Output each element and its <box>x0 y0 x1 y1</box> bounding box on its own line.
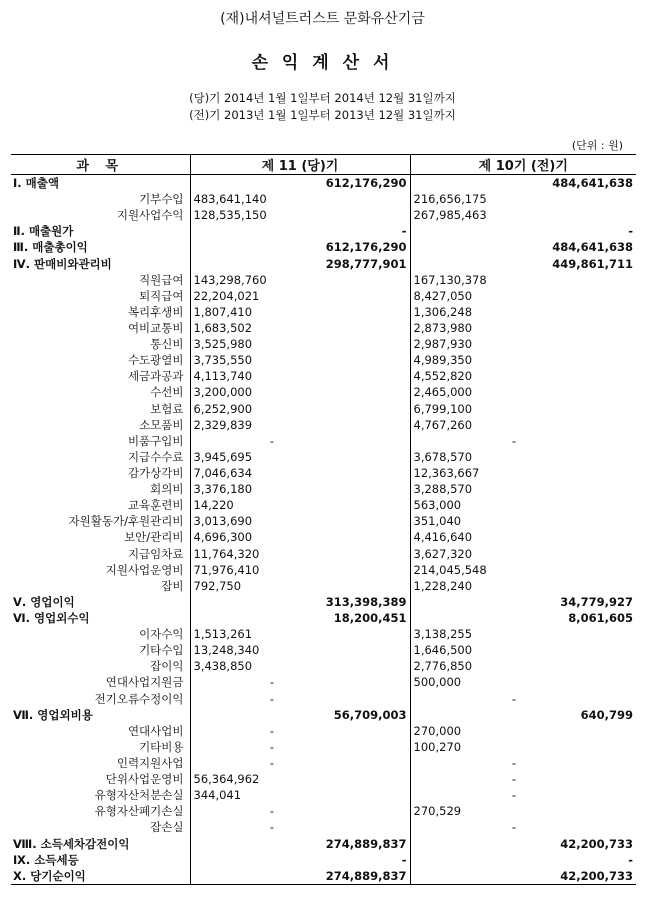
current-total-amount: 56,709,003 <box>300 707 410 723</box>
prior-detail-amount: 2,465,000 <box>413 385 473 400</box>
prior-detail-amount: 267,985,463 <box>413 208 487 223</box>
account-name: 연대사업비 <box>11 723 190 739</box>
current-total-amount <box>300 739 410 755</box>
current-total-amount: - <box>300 852 410 868</box>
prior-total-amount: 42,200,733 <box>520 868 636 885</box>
section-row <box>11 610 636 626</box>
prior-total-amount: 34,779,927 <box>560 594 634 609</box>
prior-total-amount <box>520 304 636 320</box>
prior-total-amount <box>520 819 636 835</box>
prior-detail-amount: 1,306,248 <box>413 304 473 319</box>
current-total-amount <box>300 207 410 223</box>
item-row <box>11 787 636 803</box>
account-name: 세금과공과 <box>11 368 190 384</box>
prior-total-amount <box>520 771 636 787</box>
current-detail-amount: 1,807,410 <box>193 304 253 319</box>
prior-detail-amount: - <box>511 820 517 835</box>
prior-total-amount: - <box>628 852 634 867</box>
current-total-amount <box>300 642 410 658</box>
account-name: 감가상각비 <box>11 465 190 481</box>
current-detail-amount <box>190 835 300 851</box>
prior-detail-amount: - <box>511 755 517 770</box>
prior-detail-amount <box>410 175 520 192</box>
item-row <box>11 368 636 384</box>
prior-total-amount <box>520 368 636 384</box>
current-total-amount: 18,200,451 <box>300 610 410 626</box>
item-row <box>11 384 636 400</box>
item-row <box>11 465 636 481</box>
item-row <box>11 674 636 690</box>
current-total-amount <box>300 465 410 481</box>
prior-detail-amount: 2,873,980 <box>413 321 473 336</box>
prior-total-amount <box>520 207 636 223</box>
column-header-prior: 제 10기 (전)기 <box>410 155 636 175</box>
current-detail-amount: - <box>269 723 274 738</box>
current-detail-amount <box>190 594 300 610</box>
account-name: 잡이익 <box>11 658 190 674</box>
account-name: 직원급여 <box>11 272 190 288</box>
prior-detail-amount: 351,040 <box>413 514 462 529</box>
prior-total-amount: 484,641,638 <box>552 240 634 255</box>
prior-detail-amount: 214,045,548 <box>413 562 487 577</box>
prior-detail-amount <box>410 852 520 868</box>
section-row <box>11 175 636 192</box>
current-total-amount <box>300 368 410 384</box>
account-name: Ⅱ. 매출원가 <box>11 223 190 239</box>
item-row <box>11 803 636 819</box>
item-row <box>11 723 636 739</box>
prior-total-amount: 640,799 <box>580 707 634 722</box>
current-detail-amount: 4,696,300 <box>193 530 253 545</box>
account-name: Ⅳ. 판매비와관리비 <box>11 256 190 272</box>
section-row <box>11 852 636 868</box>
statement-body <box>11 175 636 885</box>
header-row <box>11 155 636 175</box>
prior-total-amount <box>520 562 636 578</box>
prior-detail-amount <box>410 594 520 610</box>
item-row <box>11 336 636 352</box>
account-name: 인력지원사업 <box>11 755 190 771</box>
current-detail-amount: - <box>269 675 274 690</box>
account-name: 유형자산폐기손실 <box>11 803 190 819</box>
prior-total-amount <box>520 513 636 529</box>
prior-detail-amount: - <box>511 433 517 448</box>
item-row <box>11 449 636 465</box>
item-row <box>11 578 636 594</box>
current-total-amount <box>300 417 410 433</box>
prior-total-amount <box>520 465 636 481</box>
account-name: 수도광열비 <box>11 352 190 368</box>
current-detail-amount <box>190 256 300 272</box>
item-row <box>11 401 636 417</box>
current-detail-amount: 13,248,340 <box>193 643 260 658</box>
prior-detail-amount: 100,270 <box>413 739 462 754</box>
current-detail-amount: - <box>269 804 274 819</box>
account-name: Ⅹ. 당기순이익 <box>11 868 190 885</box>
item-row <box>11 513 636 529</box>
prior-detail-amount <box>410 868 520 885</box>
item-row <box>11 288 636 304</box>
prior-total-amount <box>520 787 636 803</box>
current-total-amount <box>300 771 410 787</box>
item-row <box>11 191 636 207</box>
prior-detail-amount: 3,288,570 <box>413 482 473 497</box>
section-row <box>11 868 636 885</box>
current-total-amount <box>300 626 410 642</box>
item-row <box>11 626 636 642</box>
current-detail-amount: 3,525,980 <box>193 337 253 352</box>
prior-total-amount <box>520 481 636 497</box>
current-detail-amount: - <box>269 755 274 770</box>
current-total-amount <box>300 320 410 336</box>
prior-detail-amount: 563,000 <box>413 498 462 513</box>
current-detail-amount: - <box>269 691 274 706</box>
current-total-amount <box>300 433 410 449</box>
current-total-amount <box>300 336 410 352</box>
item-row <box>11 529 636 545</box>
prior-total-amount <box>520 191 636 207</box>
prior-detail-amount: 1,228,240 <box>413 578 473 593</box>
current-detail-amount <box>190 610 300 626</box>
section-row <box>11 256 636 272</box>
item-row <box>11 352 636 368</box>
section-row <box>11 223 636 239</box>
prior-detail-amount: 2,776,850 <box>413 659 473 674</box>
period-current: (당)기 2014년 1월 1일부터 2014년 12월 31일까지 <box>189 91 456 105</box>
current-total-amount <box>300 691 410 707</box>
prior-detail-amount: 3,627,320 <box>413 546 473 561</box>
current-detail-amount: - <box>269 433 274 448</box>
item-row <box>11 658 636 674</box>
account-name: Ⅰ. 매출액 <box>11 175 190 192</box>
current-total-amount <box>300 723 410 739</box>
account-name: 잡비 <box>11 578 190 594</box>
current-total-amount <box>300 562 410 578</box>
prior-detail-amount: 216,656,175 <box>413 192 487 207</box>
current-detail-amount: - <box>269 739 274 754</box>
current-detail-amount <box>190 852 300 868</box>
prior-detail-amount <box>410 239 520 255</box>
account-name: 소모품비 <box>11 417 190 433</box>
account-name: 비품구입비 <box>11 433 190 449</box>
account-name: 여비교통비 <box>11 320 190 336</box>
column-header-account: 과 목 <box>11 155 190 175</box>
prior-detail-amount: 500,000 <box>413 675 462 690</box>
account-name: Ⅴ. 영업이익 <box>11 594 190 610</box>
prior-total-amount <box>520 546 636 562</box>
current-detail-amount: 3,200,000 <box>193 385 253 400</box>
current-total-amount: 313,398,389 <box>300 594 410 610</box>
account-name: Ⅷ. 소득세차감전이익 <box>11 835 190 851</box>
account-name: 유형자산처분손실 <box>11 787 190 803</box>
section-row <box>11 239 636 255</box>
prior-total-amount: 449,861,711 <box>552 256 634 271</box>
section-row <box>11 835 636 851</box>
current-detail-amount: 792,750 <box>193 578 242 593</box>
current-total-amount <box>300 191 410 207</box>
prior-total-amount <box>520 352 636 368</box>
prior-detail-amount: 167,130,378 <box>413 272 487 287</box>
current-total-amount <box>300 384 410 400</box>
current-detail-amount: 3,735,550 <box>193 353 253 368</box>
account-name: 전기오류수정이익 <box>11 691 190 707</box>
item-row <box>11 207 636 223</box>
current-detail-amount: 14,220 <box>193 498 234 513</box>
current-detail-amount <box>190 868 300 885</box>
current-total-amount <box>300 546 410 562</box>
current-detail-amount: 3,376,180 <box>193 482 253 497</box>
prior-total-amount <box>520 723 636 739</box>
prior-detail-amount: 6,799,100 <box>413 401 473 416</box>
prior-detail-amount: 4,989,350 <box>413 353 473 368</box>
prior-total-amount <box>520 529 636 545</box>
period-prior: (전)기 2013년 1월 1일부터 2013년 12월 31일까지 <box>189 108 456 122</box>
current-total-amount <box>300 481 410 497</box>
current-total-amount: 274,889,837 <box>300 835 410 851</box>
current-total-amount <box>300 787 410 803</box>
prior-detail-amount: - <box>511 691 517 706</box>
prior-detail-amount: 3,678,570 <box>413 449 473 464</box>
prior-total-amount <box>520 578 636 594</box>
section-row <box>11 707 636 723</box>
current-detail-amount: 344,041 <box>193 788 242 803</box>
prior-total-amount <box>520 497 636 513</box>
prior-total-amount <box>520 642 636 658</box>
account-name: 보험료 <box>11 401 190 417</box>
current-total-amount <box>300 803 410 819</box>
account-name: 연대사업지원금 <box>11 674 190 690</box>
prior-detail-amount: 12,363,667 <box>413 466 480 481</box>
account-name: 지원사업운영비 <box>11 562 190 578</box>
statement-title: 손 익 계 산 서 <box>251 53 394 73</box>
current-detail-amount: 3,438,850 <box>193 659 253 674</box>
prior-total-amount <box>520 803 636 819</box>
item-row <box>11 304 636 320</box>
prior-total-amount <box>520 336 636 352</box>
prior-detail-amount <box>410 256 520 272</box>
item-row <box>11 755 636 771</box>
account-name: 통신비 <box>11 336 190 352</box>
prior-total-amount <box>520 272 636 288</box>
item-row <box>11 497 636 513</box>
current-total-amount <box>300 449 410 465</box>
prior-total-amount <box>520 658 636 674</box>
account-name: 이자수익 <box>11 626 190 642</box>
current-total-amount <box>300 497 410 513</box>
unit-label: (단위 : 원) <box>571 139 623 152</box>
item-row <box>11 819 636 835</box>
current-detail-amount: - <box>269 820 274 835</box>
account-name: 교육훈련비 <box>11 497 190 513</box>
item-row <box>11 771 636 787</box>
account-name: 지급임차료 <box>11 546 190 562</box>
column-header-current: 제 11 (당)기 <box>190 155 410 175</box>
prior-detail-amount: 4,552,820 <box>413 369 473 384</box>
prior-total-amount: 484,641,638 <box>552 176 634 191</box>
current-detail-amount: 11,764,320 <box>193 546 260 561</box>
account-name: Ⅲ. 매출총이익 <box>11 239 190 255</box>
current-detail-amount: 483,641,140 <box>193 192 267 207</box>
current-total-amount <box>300 819 410 835</box>
account-name: 단위사업운영비 <box>11 771 190 787</box>
account-name: 회의비 <box>11 481 190 497</box>
prior-detail-amount <box>410 610 520 626</box>
prior-total-amount <box>520 739 636 755</box>
prior-total-amount: 8,061,605 <box>568 611 634 625</box>
item-row <box>11 739 636 755</box>
prior-total-amount <box>520 433 636 449</box>
prior-detail-amount: 270,000 <box>413 723 462 738</box>
prior-detail-amount <box>410 223 520 239</box>
prior-total-amount <box>520 449 636 465</box>
prior-total-amount: 42,200,733 <box>560 836 634 851</box>
prior-total-amount <box>520 384 636 400</box>
prior-total-amount <box>520 674 636 690</box>
prior-detail-amount: 1,646,500 <box>413 643 473 658</box>
current-detail-amount: 143,298,760 <box>193 272 267 287</box>
prior-total-amount <box>520 401 636 417</box>
account-name: 기타수입 <box>11 642 190 658</box>
prior-detail-amount: 8,427,050 <box>413 288 473 303</box>
current-detail-amount: 7,046,634 <box>193 466 253 481</box>
prior-total-amount <box>520 626 636 642</box>
account-name: 지급수수료 <box>11 449 190 465</box>
prior-detail-amount <box>410 835 520 851</box>
account-name: Ⅸ. 소득세등 <box>11 852 190 868</box>
account-name: 기타비용 <box>11 739 190 755</box>
current-detail-amount <box>190 239 300 255</box>
current-total-amount <box>300 674 410 690</box>
prior-total-amount <box>520 288 636 304</box>
item-row <box>11 691 636 707</box>
current-total-amount: 612,176,290 <box>300 239 410 255</box>
item-row <box>11 272 636 288</box>
section-row <box>11 594 636 610</box>
item-row <box>11 546 636 562</box>
account-name: Ⅶ. 영업외비용 <box>11 707 190 723</box>
account-name: 지원사업수익 <box>11 207 190 223</box>
prior-total-amount: - <box>628 224 634 239</box>
item-row <box>11 320 636 336</box>
current-total-amount: 298,777,901 <box>300 256 410 272</box>
current-detail-amount: 3,945,695 <box>193 449 253 464</box>
prior-detail-amount: 270,529 <box>413 804 462 819</box>
prior-detail-amount: 4,767,260 <box>413 417 473 432</box>
current-detail-amount: 6,252,900 <box>193 401 253 416</box>
current-detail-amount: 2,329,839 <box>193 417 253 432</box>
item-row <box>11 481 636 497</box>
current-detail-amount <box>190 223 300 239</box>
current-total-amount <box>300 513 410 529</box>
current-detail-amount: 1,513,261 <box>193 627 253 642</box>
current-total-amount <box>300 578 410 594</box>
current-total-amount <box>300 658 410 674</box>
account-name: Ⅵ. 영업외수익 <box>11 610 190 626</box>
current-detail-amount: 71,976,410 <box>193 562 260 577</box>
current-total-amount <box>300 401 410 417</box>
current-total-amount <box>300 272 410 288</box>
current-detail-amount: 1,683,502 <box>193 321 253 336</box>
prior-total-amount <box>520 691 636 707</box>
current-total-amount: - <box>300 223 410 239</box>
prior-detail-amount: - <box>511 788 517 803</box>
current-detail-amount <box>190 707 300 723</box>
current-total-amount <box>300 529 410 545</box>
current-detail-amount: 128,535,150 <box>193 208 267 223</box>
organization-name: (재)내셔널트러스트 문화유산기금 <box>220 11 425 27</box>
current-detail-amount: 56,364,962 <box>193 772 260 787</box>
current-detail-amount: 4,113,740 <box>193 369 253 384</box>
item-row <box>11 417 636 433</box>
prior-total-amount <box>520 417 636 433</box>
prior-detail-amount: - <box>511 772 517 787</box>
account-name: 잡손실 <box>11 819 190 835</box>
prior-total-amount <box>520 755 636 771</box>
account-name: 복리후생비 <box>11 304 190 320</box>
prior-detail-amount: 3,138,255 <box>413 627 473 642</box>
current-detail-amount: 22,204,021 <box>193 288 260 303</box>
income-statement-table <box>11 154 636 885</box>
item-row <box>11 562 636 578</box>
current-total-amount <box>300 288 410 304</box>
account-name: 수선비 <box>11 384 190 400</box>
prior-detail-amount: 2,987,930 <box>413 337 473 352</box>
account-name: 보안/관리비 <box>11 529 190 545</box>
current-total-amount: 612,176,290 <box>300 175 410 192</box>
current-total-amount <box>300 352 410 368</box>
item-row <box>11 642 636 658</box>
current-total-amount <box>300 755 410 771</box>
prior-detail-amount: 4,416,640 <box>413 530 473 545</box>
current-detail-amount: 3,013,690 <box>193 514 253 529</box>
account-name: 자원활동가/후원관리비 <box>11 513 190 529</box>
current-detail-amount <box>190 175 300 192</box>
account-name: 퇴직급여 <box>11 288 190 304</box>
prior-detail-amount <box>410 707 520 723</box>
current-total-amount: 274,889,837 <box>300 868 410 885</box>
current-total-amount <box>300 304 410 320</box>
account-name: 기부수입 <box>11 191 190 207</box>
prior-total-amount <box>520 320 636 336</box>
item-row <box>11 433 636 449</box>
